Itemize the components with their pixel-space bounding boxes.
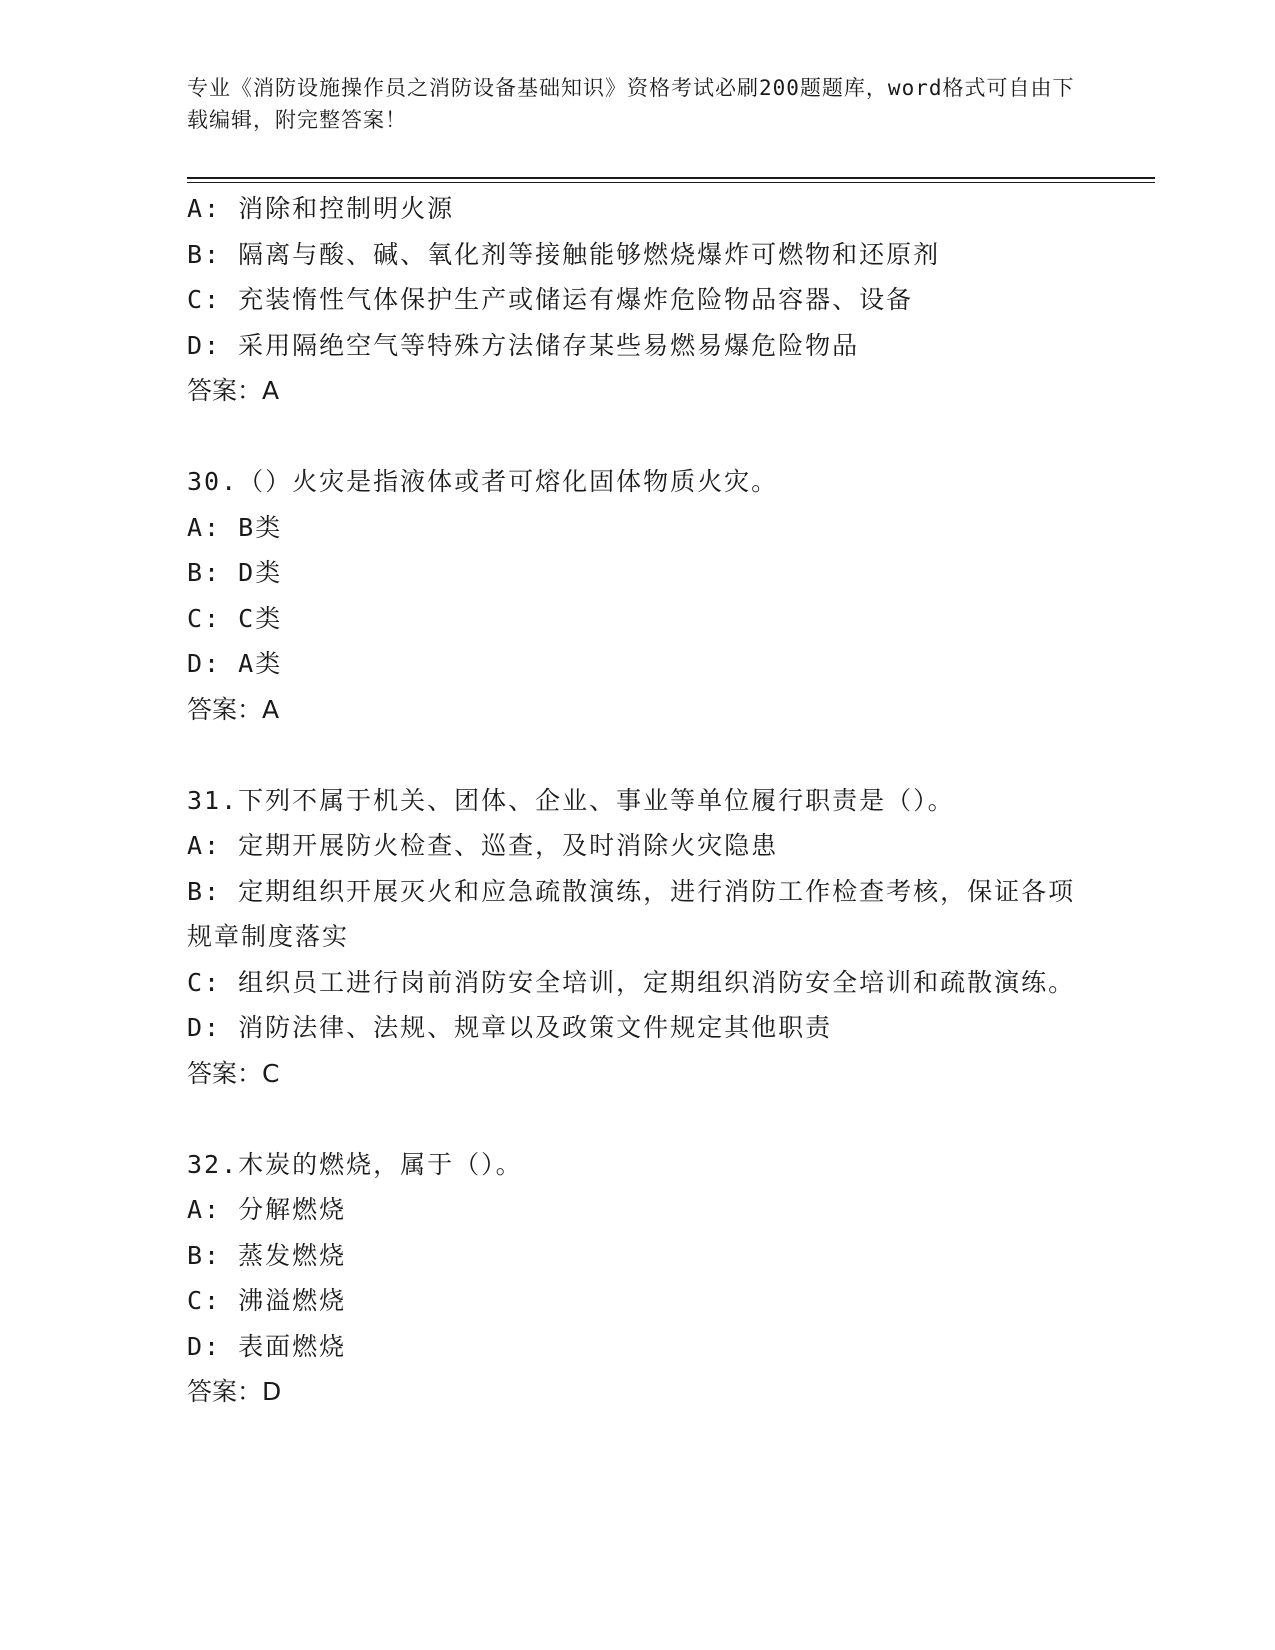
answer-line: 答案：A	[187, 694, 280, 724]
spacer	[187, 1096, 1077, 1142]
question-block-32	[187, 1142, 1077, 1415]
option-b: B: D类	[187, 558, 283, 587]
option-d: D: A类	[187, 649, 283, 678]
option-d: D: 表面燃烧	[187, 1331, 347, 1361]
option-c: C: 组织员工进行岗前消防安全培训，定期组织消防安全培训和疏散演练。	[187, 967, 1076, 997]
answer-line: 答案：A	[187, 376, 280, 405]
question-block-29	[187, 186, 1077, 414]
question-block-31	[187, 778, 1077, 1097]
header-text: 专业《消防设施操作员之消防设备基础知识》资格考试必刷200题题库，word格式可自由下载编辑，附完整答案！	[187, 76, 1075, 132]
spacer	[187, 414, 1077, 460]
option-c: C: 充装惰性气体保护生产或储运有爆炸危险物品容器、设备	[187, 285, 914, 314]
option-b: B: 隔离与酸、碱、氧化剂等接触能够燃烧爆炸可燃物和还原剂	[187, 239, 941, 269]
question-block-30	[187, 459, 1077, 732]
option-d: D: 消防法律、法规、规章以及政策文件规定其他职责	[187, 1013, 833, 1042]
option-d: D: 采用隔绝空气等特殊方法储存某些易燃易爆危险物品	[187, 330, 860, 360]
option-a: A: B类	[187, 512, 283, 542]
header-divider-thin	[187, 182, 1155, 183]
answer-line: 答案：C	[187, 1058, 280, 1088]
option-a: A: 定期开展防火检查、巡查，及时消除火灾隐患	[187, 831, 779, 860]
option-a: A: 分解燃烧	[187, 1195, 347, 1224]
answer-line: 答案：D	[187, 1377, 282, 1406]
option-b: B: 蒸发燃烧	[187, 1240, 347, 1270]
question-stem: 30.（）火灾是指液体或者可熔化固体物质火灾。	[187, 467, 779, 496]
question-stem: 32.木炭的燃烧，属于（）。	[187, 1149, 523, 1179]
option-c: C: C类	[187, 603, 283, 633]
document-header	[187, 72, 1077, 136]
header-divider-thick	[187, 177, 1155, 179]
question-stem: 31.下列不属于机关、团体、企业、事业等单位履行职责是（）。	[187, 785, 955, 815]
option-c: C: 沸溢燃烧	[187, 1286, 347, 1315]
question-list	[187, 186, 1077, 1415]
spacer	[187, 732, 1077, 778]
option-a: A: 消除和控制明火源	[187, 194, 455, 223]
option-b: B: 定期组织开展灭火和应急疏散演练，进行消防工作检查考核，保证各项规章制度落实	[187, 876, 1076, 951]
